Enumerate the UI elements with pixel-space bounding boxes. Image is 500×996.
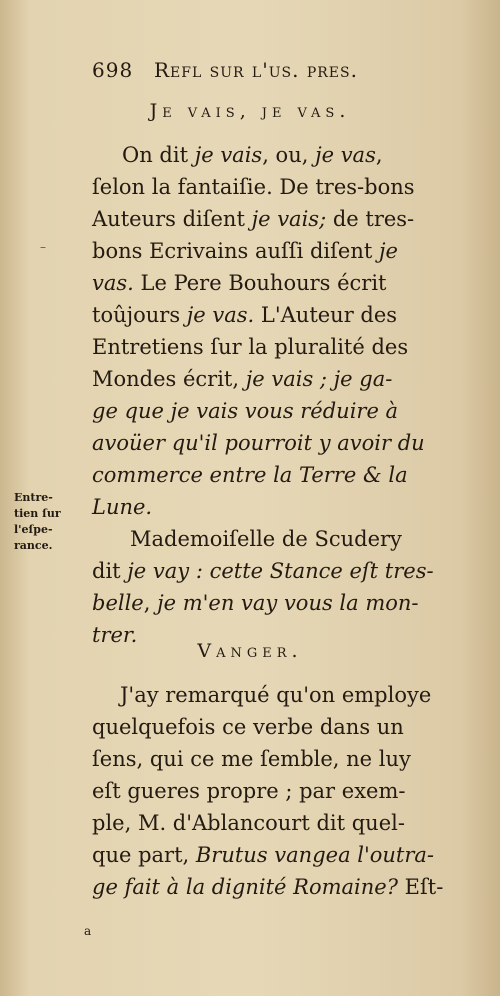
italic-text: trer. (92, 623, 138, 647)
text-run: Entretiens ſur la pluralité des (92, 335, 409, 359)
text-run: , (375, 143, 383, 167)
text-run: Le Pere Bouhours écrit (133, 271, 387, 295)
text-run: que part, (92, 843, 196, 867)
text-line (92, 458, 458, 492)
italic-text: belle (92, 591, 144, 615)
text-line (92, 806, 458, 840)
text-run: ſelon la fantaiſie. De tres-bons (92, 175, 415, 199)
italic-text: Lune. (92, 495, 153, 519)
text-run: ple, M. d'Ablancourt dit quel- (92, 811, 405, 835)
text-line (92, 362, 458, 396)
text-run: bons Ecrivains auſſi diſent (92, 239, 379, 263)
text-run: , (143, 591, 158, 615)
margin-note (14, 490, 84, 554)
text-line (120, 678, 486, 712)
text-line (92, 234, 458, 268)
italic-text: ge fait à la dignité Romaine? (92, 875, 405, 899)
text-line (92, 742, 458, 776)
text-line (92, 202, 458, 236)
running-title: Refl sur l'us. pres. (154, 58, 358, 82)
text-run: toûjours (92, 303, 187, 327)
italic-text: je vais; (251, 207, 327, 231)
text-run: Auteurs diſent (92, 207, 252, 231)
italic-text: Brutus vangea l'outra- (195, 843, 435, 867)
text-run: J'ay remarqué qu'on employe (120, 683, 432, 707)
italic-text: je vais (194, 143, 263, 167)
italic-text: avoüer qu'il pourroit y avoir du (92, 431, 425, 455)
running-header (92, 58, 472, 88)
text-line (92, 330, 458, 364)
text-run: quelquefois ce verbe dans un (92, 715, 404, 739)
text-run: On dit (122, 143, 195, 167)
italic-text: je vay : cette Stance eſt tres- (127, 559, 434, 583)
text-line (92, 554, 458, 588)
text-line (92, 426, 458, 460)
italic-text: je m'en vay vous la mon- (157, 591, 419, 615)
text-run: Mademoiſelle de Scudery (130, 527, 402, 551)
text-run: L'Auteur des (254, 303, 398, 327)
text-run: , ou, (262, 143, 316, 167)
text-line (92, 710, 458, 744)
margin-dash-mark: – (40, 240, 46, 254)
text-run: Mondes écrit, (92, 367, 246, 391)
margin-note-line: tien ſur (14, 507, 61, 520)
page-number: 698 (92, 58, 134, 82)
section-title-je-vais: Je vais, je vas. (149, 100, 351, 122)
text-line (92, 490, 458, 524)
signature-mark: a (84, 924, 92, 938)
margin-note-line: rance. (14, 539, 53, 552)
italic-text: je (378, 239, 398, 263)
margin-note-line: l'eſpe- (14, 523, 53, 536)
text-line (92, 586, 458, 620)
text-line (92, 774, 458, 808)
italic-text: je vas (315, 143, 376, 167)
text-line (122, 138, 488, 172)
section-title-vanger: Vanger. (197, 640, 303, 662)
text-run: Eſt- (404, 875, 444, 899)
text-run: de tres- (326, 207, 415, 231)
text-line (92, 870, 458, 904)
text-run: ſens, qui ce me ſemble, ne luy (92, 747, 411, 771)
italic-text: je vais ; je ga- (245, 367, 393, 391)
text-line (92, 838, 458, 872)
text-run: dit (92, 559, 128, 583)
italic-text: vas. (92, 271, 134, 295)
text-run: eſt gueres propre ; par exem- (92, 779, 406, 803)
italic-text: commerce entre la Terre & la (92, 463, 408, 487)
text-line (130, 522, 496, 556)
text-line (92, 298, 458, 332)
margin-note-line: Entre- (14, 491, 53, 504)
italic-text: ge que je vais vous réduire à (92, 399, 399, 423)
text-line (92, 394, 458, 428)
italic-text: je vas. (186, 303, 255, 327)
text-line (92, 266, 458, 300)
text-line (92, 170, 458, 204)
